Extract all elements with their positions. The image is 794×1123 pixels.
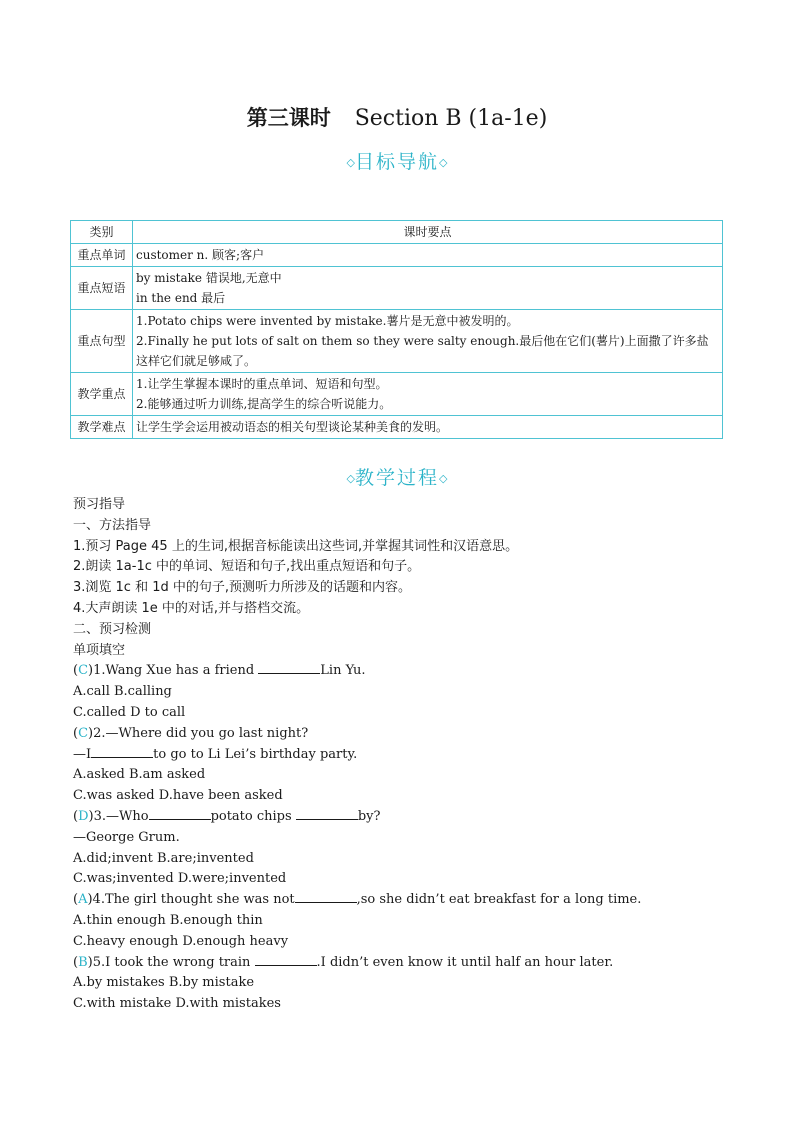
method-heading: 一、方法指导 bbox=[73, 517, 152, 533]
table-row bbox=[71, 267, 723, 310]
option-line: A.call B.calling bbox=[73, 684, 172, 700]
goals-table bbox=[70, 220, 723, 439]
question-stem: (A)4.The girl thought she was not ,so she didn’t eat breakfast for a long time. bbox=[73, 892, 642, 908]
preview-heading: 预习指导 bbox=[73, 497, 126, 512]
answer-key: C bbox=[78, 725, 89, 741]
row-category: 重点短语 bbox=[71, 267, 133, 310]
answer-key: B bbox=[78, 954, 88, 970]
stem-text: 1.Wang Xue has a friend bbox=[93, 663, 259, 679]
answer-blank bbox=[296, 807, 358, 820]
row-line: in the end 最后 bbox=[136, 291, 226, 305]
fill-heading: 单项填空 bbox=[73, 642, 126, 658]
row-line: 2.能够通过听力训练,提高学生的综合听说能力。 bbox=[136, 397, 392, 411]
answer-blank bbox=[258, 661, 320, 674]
answer-blank bbox=[295, 890, 357, 903]
question-stem: (C)1.Wang Xue has a friend Lin Yu. bbox=[73, 663, 366, 679]
stem-text: —I bbox=[73, 746, 92, 762]
stem-text: 3.—Who bbox=[93, 808, 149, 824]
option-line: C.was;invented D.were;invented bbox=[73, 871, 287, 887]
option-line: A.by mistakes B.by mistake bbox=[73, 975, 255, 991]
answer-blank bbox=[91, 745, 153, 758]
option-line: C.called D to call bbox=[73, 704, 186, 720]
answer-key: D bbox=[78, 808, 89, 824]
process-banner-text: 教学过程 bbox=[354, 467, 439, 489]
table-row bbox=[71, 244, 723, 267]
stem-text: to go to Li Lei’s birthday party. bbox=[153, 746, 358, 762]
row-category: 重点单词 bbox=[71, 244, 133, 267]
question-stem: (B)5.I took the wrong train .I didn’t even know it until half an hour later. bbox=[73, 954, 614, 970]
answer-key: C bbox=[78, 663, 89, 679]
option-line: C.was asked D.have been asked bbox=[73, 788, 283, 804]
question-stem: (D)3.—Who potato chips by? bbox=[73, 808, 381, 824]
stem-text: 4.The girl thought she was not bbox=[92, 892, 295, 908]
section-label: Section B (1a-1e) bbox=[354, 106, 548, 131]
row-line: by mistake 错误地,无意中 bbox=[136, 271, 282, 285]
method-item: 2.朗读 1a-1c 中的单词、短语和句子,找出重点短语和句子。 bbox=[73, 559, 421, 575]
row-category: 教学难点 bbox=[71, 416, 133, 439]
page-title bbox=[0, 104, 794, 133]
stem-text: ,so she didn’t eat breakfast for a long time. bbox=[356, 892, 642, 908]
diamond-icon: ◇ bbox=[439, 156, 448, 169]
row-category: 重点句型 bbox=[71, 310, 133, 373]
stem-text: by? bbox=[357, 808, 381, 824]
stem-text: .I didn’t even know it until half an hour later. bbox=[316, 954, 614, 970]
row-content bbox=[133, 267, 723, 310]
row-line: customer n. 顾客;客户 bbox=[136, 248, 265, 262]
check-heading: 二、预习检测 bbox=[73, 621, 152, 637]
diamond-icon: ◇ bbox=[346, 156, 355, 169]
diamond-icon: ◇ bbox=[439, 472, 448, 485]
stem-text: 5.I took the wrong train bbox=[92, 954, 255, 970]
option-line: A.asked B.am asked bbox=[73, 767, 206, 783]
process-banner bbox=[0, 463, 794, 490]
lesson-label: 第三课时 bbox=[246, 106, 331, 130]
table-header-row bbox=[71, 221, 723, 244]
row-line: 2.Finally he put lots of salt on them so they were salty enough.最后他在它们(薯片)上面撒了许多盐这样它们就足够咸了。 bbox=[136, 334, 709, 368]
stem-text: potato chips bbox=[210, 808, 296, 824]
header-category: 类别 bbox=[71, 221, 133, 244]
question-reply bbox=[73, 745, 733, 766]
row-line: 1.让学生掌握本课时的重点单词、短语和句型。 bbox=[136, 377, 388, 391]
lesson-content bbox=[73, 495, 733, 1015]
goals-banner bbox=[0, 147, 794, 174]
row-content bbox=[133, 373, 723, 416]
answer-blank bbox=[255, 953, 317, 966]
table-row bbox=[71, 310, 723, 373]
row-line: 1.Potato chips were invented by mistake.薯片是无意中被发明的。 bbox=[136, 314, 519, 328]
table-row bbox=[71, 416, 723, 439]
question-stem: (C)2.—Where did you go last night? bbox=[73, 725, 309, 741]
row-content bbox=[133, 310, 723, 373]
stem-text: Lin Yu. bbox=[320, 663, 366, 679]
diamond-icon: ◇ bbox=[346, 472, 355, 485]
row-category: 教学重点 bbox=[71, 373, 133, 416]
row-content bbox=[133, 244, 723, 267]
answer-key: A bbox=[78, 892, 88, 908]
row-content bbox=[133, 416, 723, 439]
header-points: 课时要点 bbox=[133, 221, 723, 244]
method-item: 4.大声朗读 1e 中的对话,并与搭档交流。 bbox=[73, 600, 310, 616]
option-line: A.thin enough B.enough thin bbox=[73, 912, 263, 928]
table-row bbox=[71, 373, 723, 416]
stem-text: 2.—Where did you go last night? bbox=[93, 725, 309, 741]
question-reply: —George Grum. bbox=[73, 829, 180, 845]
method-item: 3.浏览 1c 和 1d 中的句子,预测听力所涉及的话题和内容。 bbox=[73, 580, 412, 596]
method-item: 1.预习 Page 45 上的生词,根据音标能读出这些词,并掌握其词性和汉语意思。 bbox=[73, 538, 519, 554]
option-line: A.did;invent B.are;invented bbox=[73, 850, 254, 866]
row-line: 让学生学会运用被动语态的相关句型谈论某种美食的发明。 bbox=[136, 420, 449, 434]
option-line: C.with mistake D.with mistakes bbox=[73, 996, 281, 1012]
goals-banner-text: 目标导航 bbox=[354, 151, 439, 173]
option-line: C.heavy enough D.enough heavy bbox=[73, 933, 289, 949]
answer-blank bbox=[149, 807, 211, 820]
